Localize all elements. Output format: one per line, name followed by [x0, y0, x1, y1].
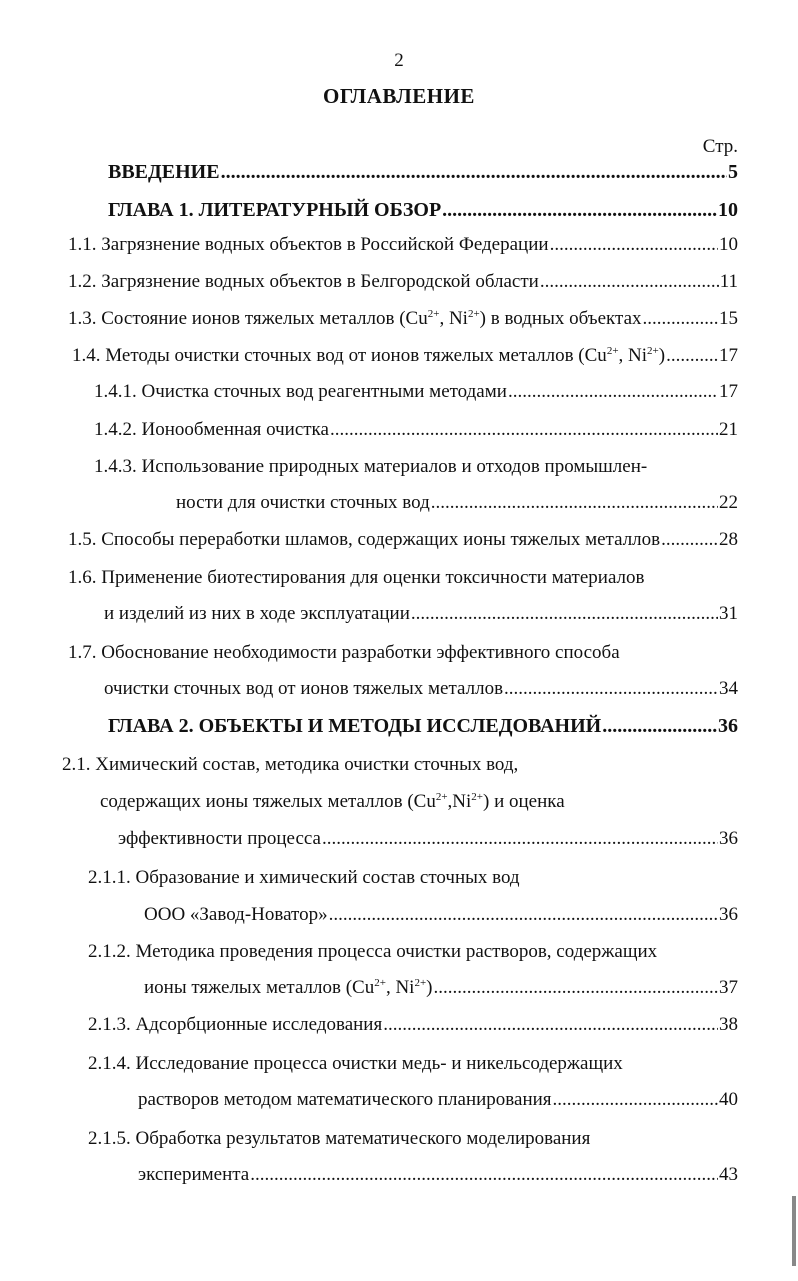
toc-entry-1-4-1[interactable] — [94, 380, 738, 404]
toc-entry-1-3[interactable] — [68, 307, 738, 331]
entry-title: 1.4.1. Очистка сточных вод реагентными методами — [94, 381, 507, 402]
entry-title: 1.4. Методы очистки сточных вод от ионов тяжелых металлов ($Cu^{2+}$, $Ni^{2+}$) — [72, 345, 666, 366]
entry-page: 10 — [718, 199, 738, 221]
entry-page: 36 — [719, 904, 738, 925]
dot-leader — [329, 903, 718, 927]
entry-page: 28 — [719, 529, 738, 550]
entry-page: 37 — [719, 977, 738, 998]
dot-leader — [442, 198, 717, 222]
toc-entry-2-1-line2: содержащих ионы тяжелых металлов $(Cu^{2+},Ni^{2+})$ и оценка — [100, 791, 565, 812]
toc-entry-2-1-1-line1: 2.1.1. Образование и химический состав сточных вод — [88, 867, 520, 888]
toc-entry-1-2[interactable] — [68, 270, 738, 294]
dot-leader — [550, 233, 718, 257]
entry-title: ГЛАВА 2. ОБЪЕКТЫ И МЕТОДЫ ИССЛЕДОВАНИЙ — [108, 715, 602, 737]
entry-title: ионы тяжелых металлов ($Cu^{2+}$, $Ni^{2+}$) — [144, 977, 433, 998]
toc-entry-1-1[interactable] — [68, 233, 738, 257]
toc-entry-1-7[interactable] — [104, 677, 738, 701]
entry-page: 21 — [719, 419, 738, 440]
toc-entry-2-1-1[interactable] — [144, 903, 738, 927]
entry-title: и изделий из них в ходе эксплуатации — [104, 603, 410, 624]
entry-title: 1.4.2. Ионообменная очистка — [94, 419, 329, 440]
page-number: 2 — [394, 50, 404, 71]
entry-title: очистки сточных вод от ионов тяжелых металлов — [104, 678, 504, 699]
entry-page: 17 — [719, 345, 738, 366]
toc-entry-1-6-line1: 1.6. Применение биотестирования для оценки токсичности материалов — [68, 567, 645, 588]
toc-title: ОГЛАВЛЕНИЕ — [323, 84, 475, 108]
dot-leader — [330, 418, 718, 442]
toc-entry-1-7-line1: 1.7. Обоснование необходимости разработки эффективного способа — [68, 642, 620, 663]
entry-title: 1.3. Состояние ионов тяжелых металлов ($Cu^{2+}$, $Ni^{2+}$) в водных объектах — [68, 308, 642, 329]
toc-entry-chapter-2[interactable] — [108, 714, 738, 738]
entry-page: 36 — [718, 715, 738, 737]
entry-page: 38 — [719, 1014, 738, 1035]
entry-page: 36 — [719, 828, 738, 849]
entry-page: 22 — [719, 492, 738, 513]
entry-page: 15 — [719, 308, 738, 329]
entry-title: 1.5. Способы переработки шламов, содержащих ионы тяжелых металлов — [68, 529, 661, 550]
entry-page: 34 — [719, 678, 738, 699]
dot-leader — [383, 1013, 718, 1037]
toc-entry-1-4-3[interactable] — [176, 491, 738, 515]
toc-entry-chapter-1[interactable] — [108, 198, 738, 222]
toc-entry-introduction[interactable] — [108, 160, 738, 184]
toc-entry-1-4-2[interactable] — [94, 418, 738, 442]
toc-entry-2-1-2-line1: 2.1.2. Методика проведения процесса очистки растворов, содержащих — [88, 941, 658, 962]
entry-title: ООО «Завод-Новатор» — [144, 904, 328, 925]
dot-leader — [553, 1088, 718, 1112]
entry-title: ности для очистки сточных вод — [176, 492, 430, 513]
dot-leader — [221, 160, 727, 184]
dot-leader — [508, 380, 718, 404]
toc-entry-2-1[interactable] — [118, 827, 738, 851]
entry-page: 10 — [719, 234, 738, 255]
toc-entry-1-4-3-line1: 1.4.3. Использование природных материалов и отходов промышлен- — [94, 456, 648, 477]
entry-page: 11 — [719, 271, 738, 292]
page-column-label: Стр. — [702, 136, 738, 157]
toc-entry-1-5[interactable] — [68, 528, 738, 552]
dot-leader — [643, 307, 719, 331]
toc-entry-2-1-5[interactable] — [138, 1163, 738, 1187]
toc-entry-2-1-line1: 2.1. Химический состав, методика очистки сточных вод, — [62, 754, 519, 775]
entry-title: ВВЕДЕНИЕ — [108, 161, 220, 183]
toc-entry-1-6[interactable] — [104, 602, 738, 626]
dot-leader — [431, 491, 718, 515]
entry-page: 31 — [719, 603, 738, 624]
toc-entry-2-1-5-line1: 2.1.5. Обработка результатов математического моделирования — [88, 1128, 591, 1149]
entry-title: 2.1.3. Адсорбционные исследования — [88, 1014, 383, 1035]
toc-entry-2-1-4-line1: 2.1.4. Исследование процесса очистки медь- и никельсодержащих — [88, 1053, 623, 1074]
dot-leader — [602, 714, 717, 738]
dot-leader — [540, 270, 719, 294]
toc-entry-1-4[interactable] — [72, 344, 738, 368]
dot-leader — [661, 528, 718, 552]
dot-leader — [322, 827, 718, 851]
entry-title: ГЛАВА 1. ЛИТЕРАТУРНЫЙ ОБЗОР — [108, 199, 442, 221]
entry-title: 1.2. Загрязнение водных объектов в Белгородской области — [68, 271, 539, 292]
entry-title: 1.1. Загрязнение водных объектов в Российской Федерации — [68, 234, 549, 255]
entry-page: 43 — [719, 1164, 738, 1185]
dot-leader — [250, 1163, 718, 1187]
entry-page: 5 — [728, 161, 738, 183]
entry-title: эксперимента — [138, 1164, 250, 1185]
entry-page: 40 — [719, 1089, 738, 1110]
dot-leader — [504, 677, 718, 701]
dot-leader — [666, 344, 718, 368]
entry-title: растворов методом математического планирования — [138, 1089, 552, 1110]
toc-entry-2-1-4[interactable] — [138, 1088, 738, 1112]
entry-page: 17 — [719, 381, 738, 402]
scan-edge-mark — [792, 1196, 796, 1266]
toc-entry-2-1-2[interactable] — [144, 976, 738, 1000]
dot-leader — [434, 976, 719, 1000]
toc-entry-2-1-3[interactable] — [88, 1013, 738, 1037]
entry-title: эффективности процесса — [118, 828, 321, 849]
dot-leader — [411, 602, 718, 626]
